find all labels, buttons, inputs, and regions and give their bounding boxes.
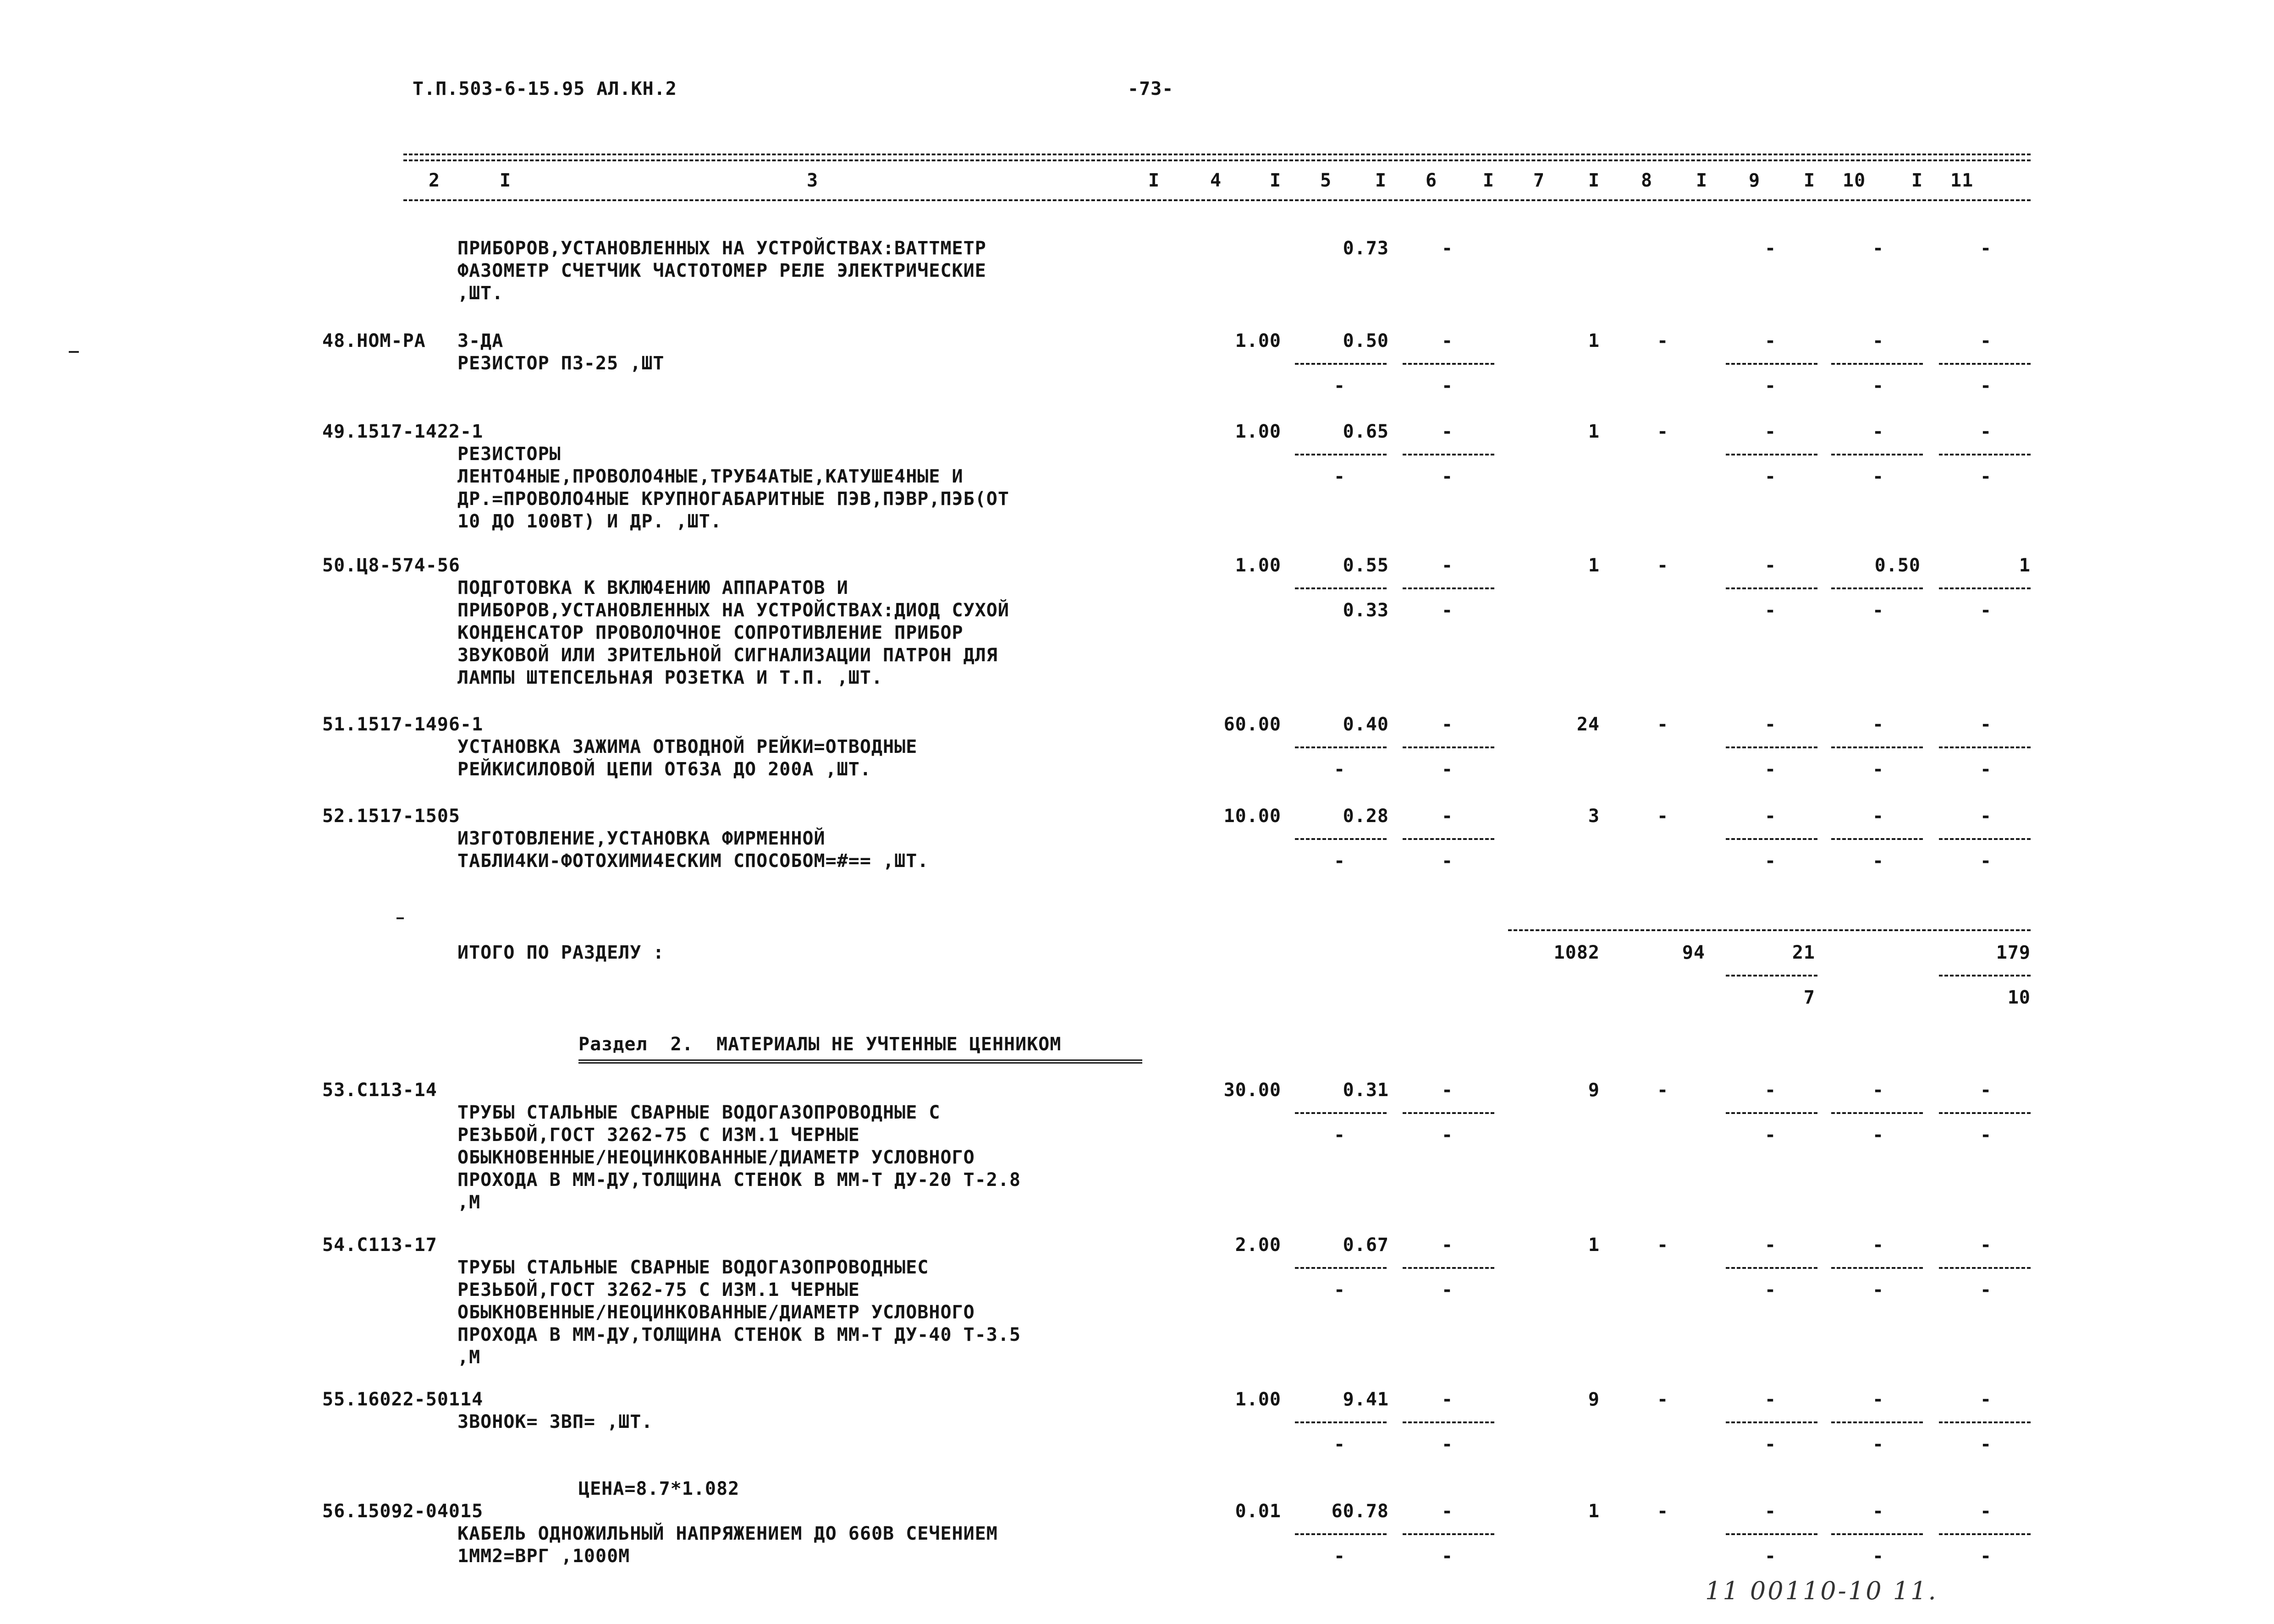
col-header-2: 2: [429, 170, 440, 191]
cell-divider: [1939, 838, 2031, 840]
cell-divider: [1831, 1112, 1923, 1114]
col-divider: I: [1911, 170, 1923, 191]
cell-divider: [1939, 746, 2031, 748]
cell-col4: 2.00: [1235, 1234, 1281, 1256]
item-code: 52.1517-1505: [322, 806, 460, 827]
item-desc-line: ТАБЛИ4КИ-ФОТОХИМИ4ЕСКИМ СПОСОБОМ=#== ,ШТ.: [457, 850, 929, 872]
cell-col11: -: [1980, 421, 1992, 442]
item-desc-line: ,М: [457, 1192, 481, 1213]
cell-col9-sub: -: [1765, 466, 1777, 487]
cell-col5: 0.67: [1343, 1234, 1389, 1256]
item-desc-line: РЕЙКИСИЛОВОЙ ЦЕПИ ОТ63А ДО 200А ,ШТ.: [457, 759, 871, 780]
cell-col10: -: [1872, 806, 1884, 827]
cell-col6: -: [1442, 1501, 1454, 1522]
cell-divider: [1939, 454, 2031, 455]
cell-divider: [1295, 1533, 1387, 1535]
item-desc-line: УСТАНОВКА ЗАЖИМА ОТВОДНОЙ РЕЙКИ=ОТВОДНЫЕ: [457, 736, 918, 757]
cell-col9: -: [1765, 714, 1777, 735]
item-desc-line: КОНДЕНСАТОР ПРОВОЛОЧНОЕ СОПРОТИВЛЕНИЕ ПРИБОР: [457, 622, 964, 643]
item-code: 51.1517-1496-1: [322, 714, 484, 735]
item-desc-line: ПРОХОДА В ММ-ДУ,ТОЛЩИНА СТЕНОК В ММ-Т ДУ-20 Т-2.8: [457, 1169, 1021, 1191]
cell-divider: [1295, 1421, 1387, 1423]
cell-col10: -: [1872, 421, 1884, 442]
cell-col8: -: [1657, 1234, 1669, 1256]
item-desc-line: РЕЗЬБОЙ,ГОСТ 3262-75 С ИЗМ.1 ЧЕРНЫЕ: [457, 1125, 860, 1146]
cell-col10-sub: -: [1872, 759, 1884, 780]
cell-col5-sub: -: [1334, 1125, 1346, 1146]
cell-col7: 1: [1588, 330, 1600, 351]
item-desc-line: ,М: [457, 1347, 481, 1368]
cell-col9: -: [1765, 421, 1777, 442]
cell-divider: [1295, 587, 1387, 589]
cell-col5-sub: -: [1334, 375, 1346, 396]
total-col11: 179: [1996, 942, 2031, 963]
cell-col7: 1: [1588, 555, 1600, 576]
table-top-rule: [403, 154, 2031, 155]
col-header-3: 3: [807, 170, 819, 191]
item-code: 53.С113-14: [322, 1080, 437, 1101]
item-desc-line: ПРИБОРОВ,УСТАНОВЛЕННЫХ НА УСТРОЙСТВАХ:ВАТТМЕТР: [457, 238, 986, 259]
cell-divider: [1939, 363, 2031, 365]
cell-col9-sub: -: [1765, 759, 1777, 780]
item-desc-line: РЕЗИСТОР ПЗ-25 ,ШТ: [457, 353, 665, 374]
item-desc-line: ТРУБЫ СТАЛЬНЫЕ СВАРНЫЕ ВОДОГАЗОПРОВОДНЫЕ С: [457, 1102, 941, 1123]
cell-col5-sub: -: [1334, 466, 1346, 487]
cell-col9: -: [1765, 1389, 1777, 1410]
col-header-11: 11: [1950, 170, 1974, 191]
cell-col6: -: [1442, 806, 1454, 827]
cell-col6-sub: -: [1442, 600, 1454, 621]
cell-col10: -: [1872, 714, 1884, 735]
cell-divider: [1403, 1533, 1494, 1535]
item-desc-line: ЛЕНТО4НЫЕ,ПРОВОЛО4НЫЕ,ТРУБ4АТЫЕ,КАТУШЕ4НЫЕ И: [457, 466, 964, 487]
col-divider: I: [1148, 170, 1160, 191]
cell-col11-sub: -: [1980, 1125, 1992, 1146]
cell-col6-sub: -: [1442, 375, 1454, 396]
cell-col9-sub: -: [1765, 850, 1777, 872]
cell-col11: -: [1980, 1389, 1992, 1410]
cell-col6: -: [1442, 714, 1454, 735]
scan-speck: [69, 351, 79, 353]
total-col8: 94: [1682, 942, 1705, 963]
cell-col5: 0.50: [1343, 330, 1389, 351]
totals-rule: [1508, 929, 2031, 931]
item-desc-line: ДР.=ПРОВОЛО4НЫЕ КРУПНОГАБАРИТНЫЕ ПЭВ,ПЭВР,ПЭБ(ОТ: [457, 488, 1009, 510]
cell-col11-sub: -: [1980, 1434, 1992, 1455]
cell-divider: [1831, 838, 1923, 840]
cell-divider: [1726, 1421, 1817, 1423]
cell-col6: -: [1442, 421, 1454, 442]
cell-divider: [1831, 1421, 1923, 1423]
cell-divider: [1403, 1112, 1494, 1114]
item-code: 54.С113-17: [322, 1234, 437, 1256]
cell-col6: -: [1442, 1234, 1454, 1256]
cell-col6: -: [1442, 330, 1454, 351]
cell-divider: [1939, 1267, 2031, 1269]
cell-col10-sub: -: [1872, 1125, 1884, 1146]
scan-speck: [396, 917, 404, 919]
col-header-10: 10: [1843, 170, 1866, 191]
cell-col4: 0.01: [1235, 1501, 1281, 1522]
item-desc-line: РЕЗИСТОРЫ: [457, 444, 561, 465]
cell-col8: -: [1657, 555, 1669, 576]
cell-divider: [1726, 1267, 1817, 1269]
cell-col6-sub: -: [1442, 1546, 1454, 1567]
cell-col10-sub: -: [1872, 600, 1884, 621]
cell-col5: 9.41: [1343, 1389, 1389, 1410]
col-divider: I: [1696, 170, 1708, 191]
cell-col11-sub: -: [1980, 466, 1992, 487]
cell-divider: [1295, 838, 1387, 840]
cell-col7: 9: [1588, 1080, 1600, 1101]
item-desc-line: ЛАМПЫ ШТЕПСЕЛЬНАЯ РОЗЕТКА И Т.П. ,ШТ.: [457, 667, 883, 688]
cell-divider: [1726, 838, 1817, 840]
cell-col6: -: [1442, 555, 1454, 576]
cell-divider: [1939, 587, 2031, 589]
cell-divider: [1831, 363, 1923, 365]
cell-col7: 1: [1588, 1234, 1600, 1256]
cell-col9: -: [1765, 1080, 1777, 1101]
cell-col6: -: [1442, 238, 1454, 259]
cell-col8: -: [1657, 421, 1669, 442]
cell-divider: [1939, 1112, 2031, 1114]
item-desc-line: 3-ДА: [457, 330, 504, 351]
cell-col10: 0.50: [1874, 555, 1921, 576]
cell-col5: 0.55: [1343, 555, 1389, 576]
item-desc-line: ПРОХОДА В ММ-ДУ,ТОЛЩИНА СТЕНОК В ММ-Т ДУ-40 Т-3.5: [457, 1324, 1021, 1345]
cell-col11-sub: -: [1980, 1279, 1992, 1300]
table-top-rule-2: [403, 159, 2031, 161]
cell-divider: [1403, 363, 1494, 365]
total-col7: 1082: [1553, 942, 1600, 963]
cell-col11: 1: [2019, 555, 2031, 576]
cell-col9: -: [1765, 238, 1777, 259]
cell-col4: 30.00: [1223, 1080, 1281, 1101]
cell-col9: -: [1765, 806, 1777, 827]
cell-divider: [1403, 1421, 1494, 1423]
item-desc-line: ТРУБЫ СТАЛЬНЫЕ СВАРНЫЕ ВОДОГАЗОПРОВОДНЫЕС: [457, 1257, 929, 1278]
total-col9-sub: 7: [1803, 987, 1815, 1008]
cell-col8: -: [1657, 1501, 1669, 1522]
cell-col11: -: [1980, 1080, 1992, 1101]
cell-col7: 1: [1588, 1501, 1600, 1522]
col-divider: I: [1375, 170, 1387, 191]
totals-label: ИТОГО ПО РАЗДЕЛУ :: [457, 942, 665, 963]
col-header-4: 4: [1210, 170, 1222, 191]
cell-col5: 0.65: [1343, 421, 1389, 442]
cell-col11: -: [1980, 330, 1992, 351]
col-header-7: 7: [1533, 170, 1545, 191]
cell-col9-sub: -: [1765, 1546, 1777, 1567]
cell-col10: -: [1872, 1501, 1884, 1522]
cell-col10-sub: -: [1872, 1434, 1884, 1455]
cell-col8: -: [1657, 714, 1669, 735]
cell-col7: 9: [1588, 1389, 1600, 1410]
cell-col10-sub: -: [1872, 375, 1884, 396]
cell-col10: -: [1872, 330, 1884, 351]
cell-col9-sub: -: [1765, 1125, 1777, 1146]
cell-divider: [1403, 746, 1494, 748]
cell-col10: -: [1872, 238, 1884, 259]
col-header-8: 8: [1641, 170, 1653, 191]
col-divider: I: [500, 170, 512, 191]
item-desc-line: 1ММ2=ВРГ ,1000М: [457, 1546, 630, 1567]
total-col9: 21: [1792, 942, 1815, 963]
cell-col11: -: [1980, 238, 1992, 259]
cell-col5-sub: 0.33: [1343, 600, 1389, 621]
cell-col6: -: [1442, 1389, 1454, 1410]
item-desc-line: ПРИБОРОВ,УСТАНОВЛЕННЫХ НА УСТРОЙСТВАХ:ДИОД СУХОЙ: [457, 600, 1009, 621]
cell-col6-sub: -: [1442, 466, 1454, 487]
cell-divider: [1831, 1267, 1923, 1269]
cell-col8: -: [1657, 330, 1669, 351]
cell-col9-sub: -: [1765, 1279, 1777, 1300]
item-code: 49.1517-1422-1: [322, 421, 484, 442]
cell-col6-sub: -: [1442, 759, 1454, 780]
item-desc-line: ОБЫКНОВЕННЫЕ/НЕОЦИНКОВАННЫЕ/ДИАМЕТР УСЛОВНОГО: [457, 1302, 975, 1323]
cell-divider: [1831, 746, 1923, 748]
cell-divider: [1726, 587, 1817, 589]
cell-divider: [1295, 363, 1387, 365]
cell-col10: -: [1872, 1389, 1884, 1410]
cell-col10-sub: -: [1872, 466, 1884, 487]
cell-col5: 0.28: [1343, 806, 1389, 827]
cell-col5: 0.31: [1343, 1080, 1389, 1101]
cell-col11: -: [1980, 806, 1992, 827]
total-col11-sub: 10: [2007, 987, 2031, 1008]
item-desc-line: ФАЗОМЕТР СЧЕТЧИК ЧАСТОТОМЕР РЕЛЕ ЭЛЕКТРИЧЕСКИЕ: [457, 260, 986, 281]
item-desc-line: ПОДГОТОВКА К ВКЛЮ4ЕНИЮ АППАРАТОВ И: [457, 577, 848, 598]
col-divider: I: [1804, 170, 1816, 191]
totals-sub-rule: [1939, 975, 2031, 977]
col-header-5: 5: [1320, 170, 1332, 191]
item-desc-line: 10 ДО 100ВТ) И ДР. ,ШТ.: [457, 511, 722, 532]
cell-col11: -: [1980, 1501, 1992, 1522]
col-header-9: 9: [1749, 170, 1761, 191]
cell-divider: [1295, 746, 1387, 748]
cell-col10-sub: -: [1872, 1546, 1884, 1567]
handwritten-note: 11 00110-10 11.: [1705, 1576, 1938, 1605]
cell-col7: 3: [1588, 806, 1600, 827]
cell-col5-sub: -: [1334, 850, 1346, 872]
cell-col8: -: [1657, 806, 1669, 827]
cell-col6-sub: -: [1442, 850, 1454, 872]
item-desc-line: ,ШТ.: [457, 283, 504, 304]
item-desc-line: РЕЗЬБОЙ,ГОСТ 3262-75 С ИЗМ.1 ЧЕРНЫЕ: [457, 1279, 860, 1300]
cell-col5: 60.78: [1331, 1501, 1389, 1522]
cell-col7: 24: [1576, 714, 1600, 735]
cell-col8: -: [1657, 1080, 1669, 1101]
cell-col10-sub: -: [1872, 850, 1884, 872]
cell-col11: -: [1980, 1234, 1992, 1256]
item-desc-line: ИЗГОТОВЛЕНИЕ,УСТАНОВКА ФИРМЕННОЙ: [457, 828, 826, 849]
cell-col9-sub: -: [1765, 1434, 1777, 1455]
cell-col6: -: [1442, 1080, 1454, 1101]
item-desc-line: ЗВУКОВОЙ ИЛИ ЗРИТЕЛЬНОЙ СИГНАЛИЗАЦИИ ПАТРОН ДЛЯ: [457, 645, 998, 666]
cell-col8: -: [1657, 1389, 1669, 1410]
section-title: Раздел 2. МАТЕРИАЛЫ НЕ УЧТЕННЫЕ ЦЕННИКОМ: [578, 1034, 1062, 1055]
cell-divider: [1726, 1112, 1817, 1114]
cell-divider: [1726, 746, 1817, 748]
cell-divider: [1831, 1533, 1923, 1535]
cell-divider: [1403, 454, 1494, 455]
cell-col9-sub: -: [1765, 600, 1777, 621]
item-code: 56.15092-04015: [322, 1501, 484, 1522]
cell-divider: [1831, 454, 1923, 455]
col-divider: I: [1483, 170, 1495, 191]
cell-col10-sub: -: [1872, 1279, 1884, 1300]
document-code: Т.П.503-6-15.95 АЛ.КН.2: [413, 78, 677, 99]
cell-col5-sub: -: [1334, 1279, 1346, 1300]
cell-divider: [1726, 1533, 1817, 1535]
cell-col11-sub: -: [1980, 1546, 1992, 1567]
item-desc-line: КАБЕЛЬ ОДНОЖИЛЬНЫЙ НАПРЯЖЕНИЕМ ДО 660В СЕЧЕНИЕМ: [457, 1523, 998, 1544]
cell-col5-sub: -: [1334, 1546, 1346, 1567]
cell-divider: [1726, 363, 1817, 365]
page-number: -73-: [1128, 78, 1174, 99]
cell-col7: 1: [1588, 421, 1600, 442]
col-divider: I: [1270, 170, 1282, 191]
cell-col9: -: [1765, 330, 1777, 351]
cell-divider: [1831, 587, 1923, 589]
cell-col5-sub: -: [1334, 759, 1346, 780]
cell-divider: [1295, 1267, 1387, 1269]
cell-col6-sub: -: [1442, 1279, 1454, 1300]
totals-sub-rule: [1726, 975, 1817, 977]
cell-col9: -: [1765, 1234, 1777, 1256]
item-code: 55.16022-50114: [322, 1389, 484, 1410]
cell-col4: 60.00: [1223, 714, 1281, 735]
col-divider: I: [1588, 170, 1600, 191]
cell-col9-sub: -: [1765, 375, 1777, 396]
cell-col10: -: [1872, 1080, 1884, 1101]
cell-col11: -: [1980, 714, 1992, 735]
cell-divider: [1403, 838, 1494, 840]
item-code: 48.НОМ-РА: [322, 330, 426, 351]
cell-divider: [1295, 454, 1387, 455]
cell-col5-sub: -: [1334, 1434, 1346, 1455]
item-desc-line: ЗВОНОК= ЗВП= ,ШТ.: [457, 1411, 653, 1432]
cell-col4: 1.00: [1235, 1389, 1281, 1410]
cell-col4: 1.00: [1235, 330, 1281, 351]
cell-col6-sub: -: [1442, 1125, 1454, 1146]
item-code: 50.Ц8-574-56: [322, 555, 460, 576]
cell-col9: -: [1765, 555, 1777, 576]
cell-col11-sub: -: [1980, 850, 1992, 872]
section-title-underline: [578, 1059, 1142, 1064]
cell-col4: 10.00: [1223, 806, 1281, 827]
cell-col11-sub: -: [1980, 600, 1992, 621]
cell-col6-sub: -: [1442, 1434, 1454, 1455]
col-header-6: 6: [1426, 170, 1437, 191]
cell-divider: [1403, 1267, 1494, 1269]
cell-divider: [1295, 1112, 1387, 1114]
cell-col11-sub: -: [1980, 759, 1992, 780]
price-note: ЦЕНА=8.7*1.082: [578, 1478, 740, 1499]
cell-col4: 1.00: [1235, 421, 1281, 442]
cell-col4: 1.00: [1235, 555, 1281, 576]
cell-divider: [1939, 1533, 2031, 1535]
table-header-bottom-rule: [403, 199, 2031, 201]
cell-col11-sub: -: [1980, 375, 1992, 396]
cell-divider: [1726, 454, 1817, 455]
cell-divider: [1403, 587, 1494, 589]
cell-divider: [1939, 1421, 2031, 1423]
cell-col10: -: [1872, 1234, 1884, 1256]
cell-col5: 0.40: [1343, 714, 1389, 735]
item-desc-line: ОБЫКНОВЕННЫЕ/НЕОЦИНКОВАННЫЕ/ДИАМЕТР УСЛОВНОГО: [457, 1147, 975, 1168]
cell-col9: -: [1765, 1501, 1777, 1522]
cell-col5: 0.73: [1343, 238, 1389, 259]
